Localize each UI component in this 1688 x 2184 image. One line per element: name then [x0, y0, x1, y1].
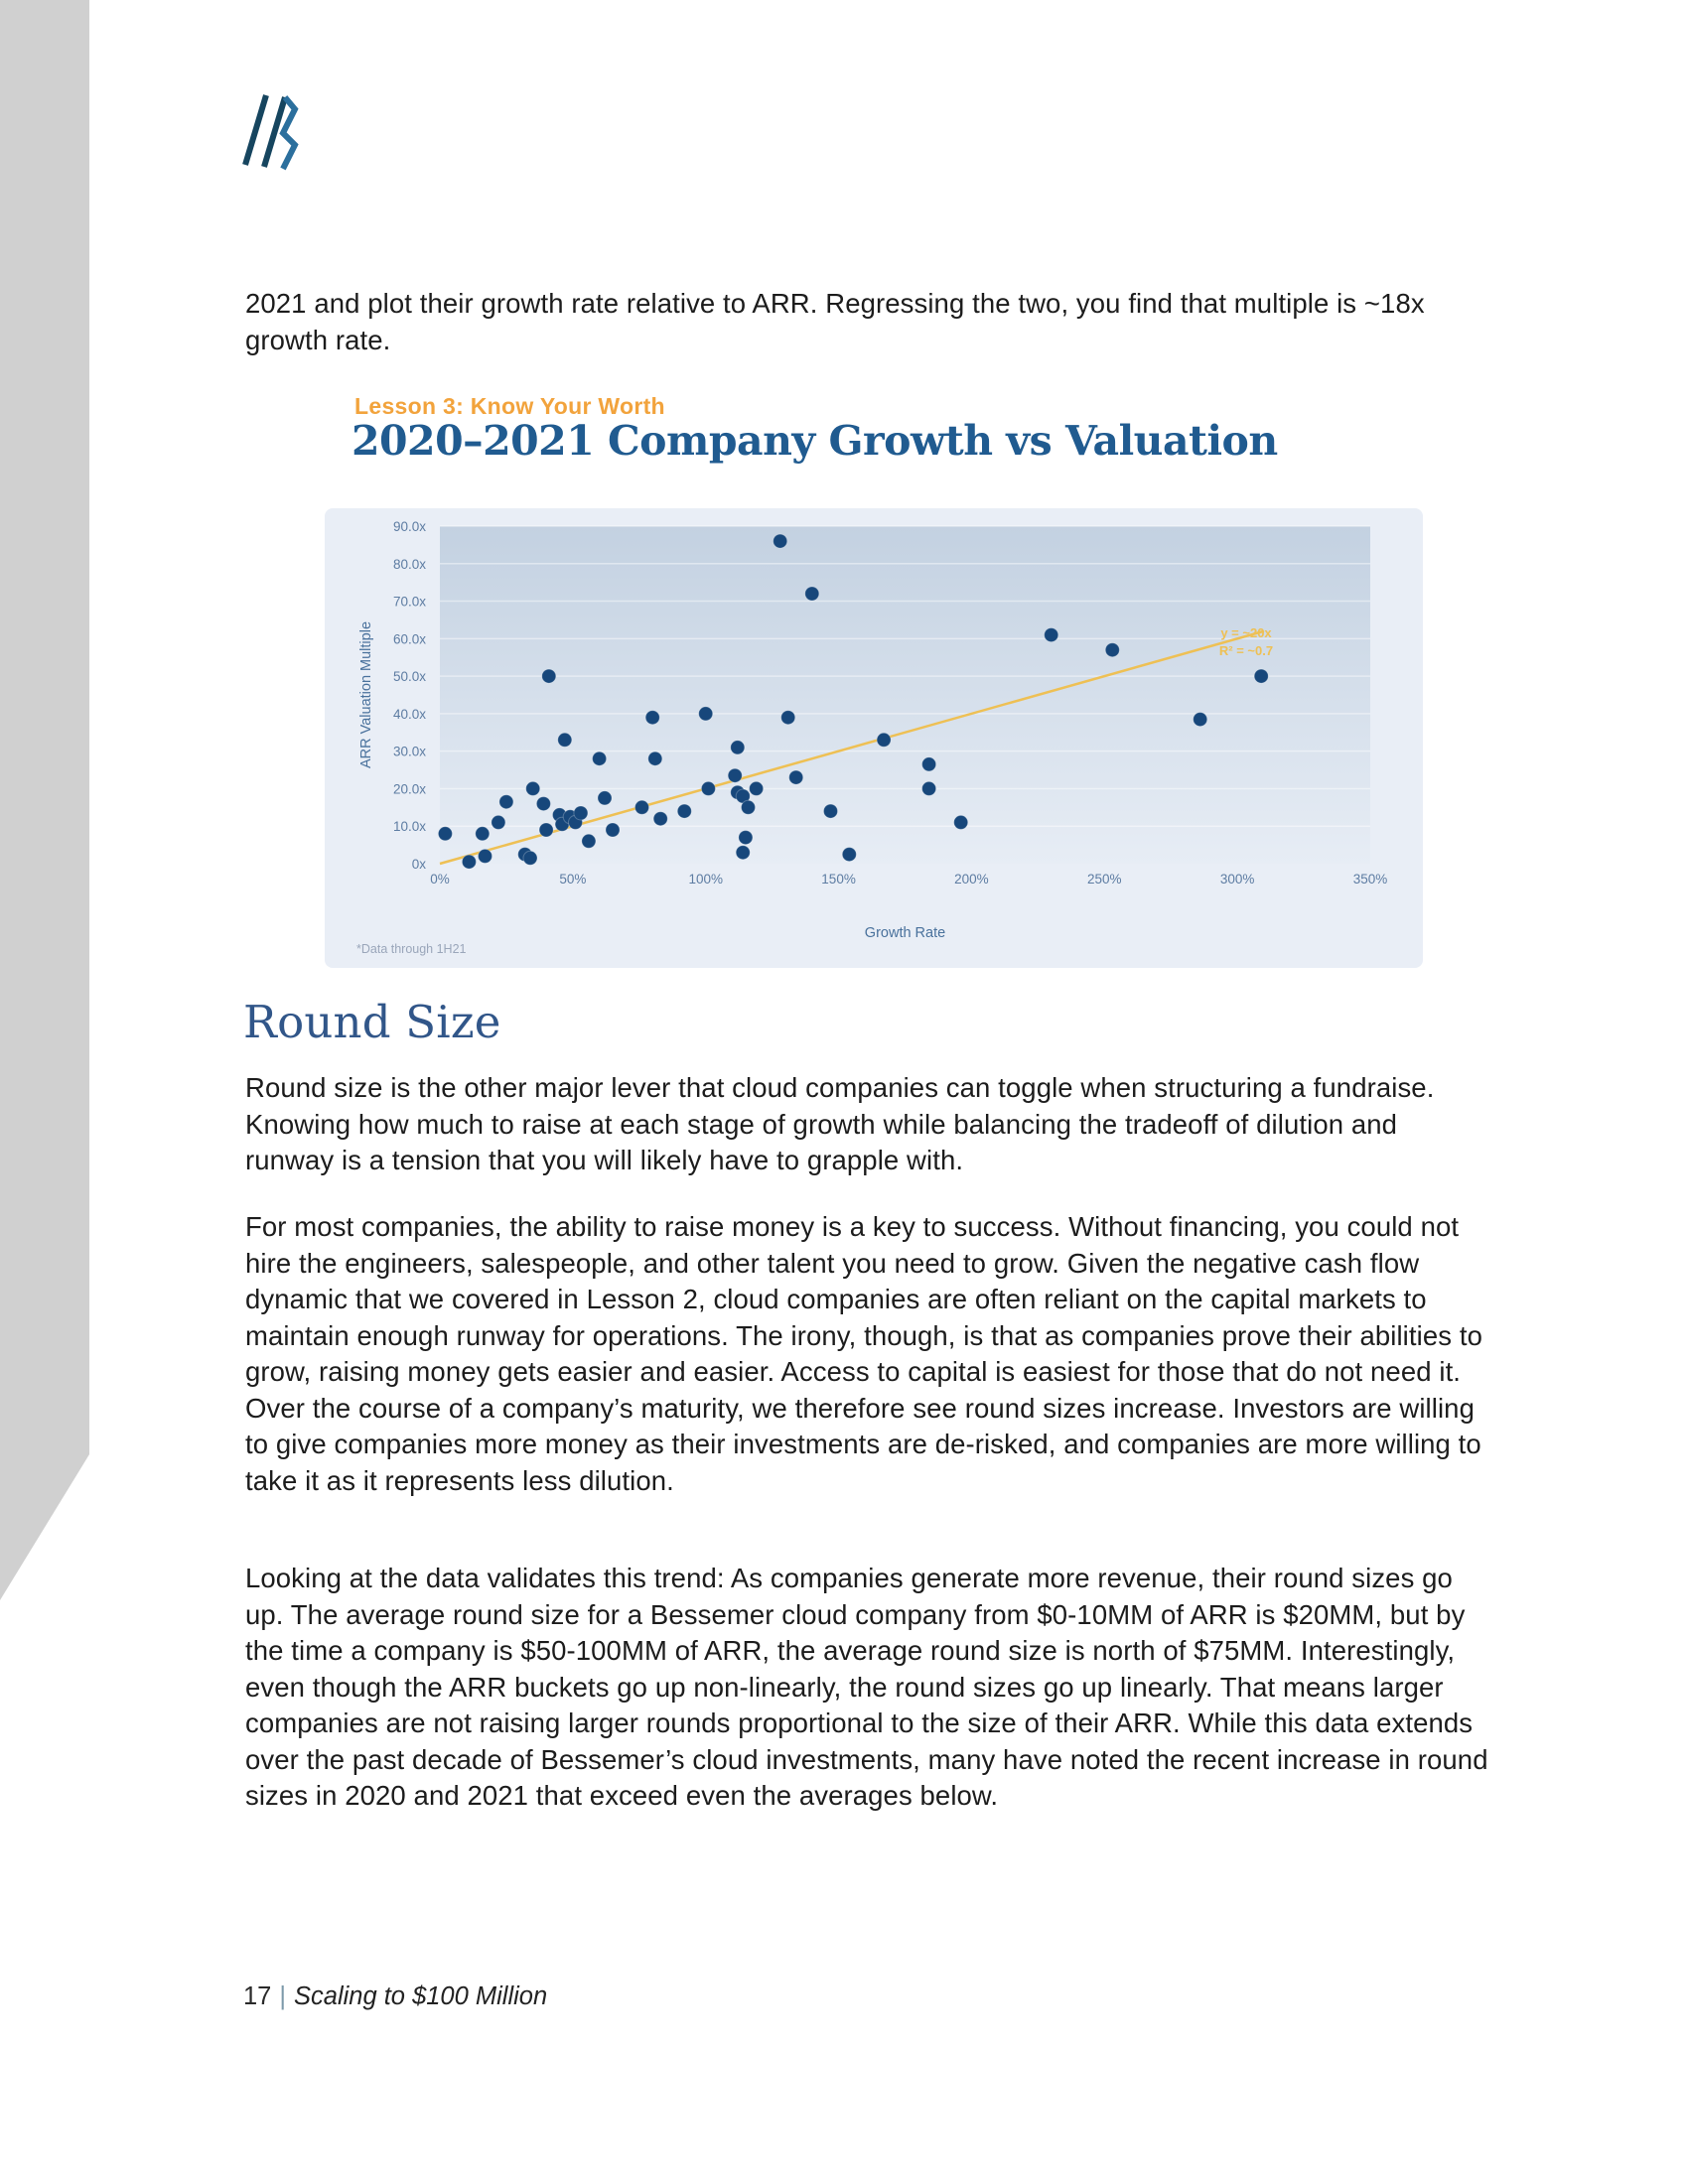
scatter-point [789, 770, 803, 784]
scatter-point [677, 804, 691, 818]
scatter-point [781, 711, 795, 725]
scatter-point [1194, 713, 1207, 727]
scatter-point [1254, 669, 1268, 683]
x-tick-label: 50% [559, 872, 587, 887]
scatter-point [645, 711, 659, 725]
chart-kicker: Lesson 3: Know Your Worth [354, 393, 665, 419]
y-tick-label: 80.0x [392, 556, 426, 572]
scatter-point [877, 733, 891, 747]
scatter-point [582, 834, 596, 848]
trend-annotation: y = ~20x [1220, 625, 1272, 640]
scatter-point [526, 781, 540, 795]
x-tick-label: 0% [430, 872, 450, 887]
scatter-point [523, 851, 537, 865]
scatter-point [774, 534, 787, 548]
footer-separator: | [279, 1982, 286, 2010]
scatter-point [574, 806, 588, 820]
scatter-point [922, 781, 936, 795]
y-tick-label: 60.0x [392, 631, 426, 647]
section-heading-round-size: Round Size [243, 996, 501, 1048]
chart-panel [325, 508, 1423, 968]
scatter-point [824, 804, 838, 818]
scatter-point [492, 815, 505, 829]
scatter-point [558, 733, 572, 747]
scatter-point [922, 757, 936, 771]
trend-annotation: R² = ~0.7 [1218, 643, 1274, 658]
x-tick-label: 150% [821, 872, 856, 887]
scatter-point [476, 827, 490, 841]
scatter-point [539, 823, 553, 837]
y-tick-label: 90.0x [392, 519, 426, 534]
scatter-point [438, 827, 452, 841]
scatter-point [701, 781, 715, 795]
y-tick-label: 10.0x [392, 819, 426, 835]
scatter-point [728, 768, 742, 782]
scatter-point [536, 797, 550, 811]
intro-paragraph: 2021 and plot their growth rate relative to ARR. Regressing the two, you find that multiple is ~18x growth rate. [245, 288, 1425, 355]
scatter-point [736, 846, 750, 860]
scatter-point [739, 831, 753, 845]
footer-doc-title: Scaling to $100 Million [294, 1982, 548, 2010]
scatter-point [699, 707, 713, 721]
y-axis-title: ARR Valuation Multiple [358, 620, 374, 769]
x-tick-label: 200% [954, 872, 989, 887]
page-footer [243, 1982, 547, 2011]
round-size-paragraph-1: Round size is the other major lever that cloud companies can toggle when structuring a fundraise. Knowing how much to raise at each stage of growth while balancing the tradeoff of dilution and runway is a tension that you will likely have to grapple with. [245, 1072, 1435, 1175]
scatter-point [462, 855, 476, 869]
scatter-point [606, 823, 620, 837]
scatter-point [731, 741, 745, 754]
round-size-paragraph-3: Looking at the data validates this trend: As companies generate more revenue, their round sizes go up. The average round size for a Bessemer cloud company from $0-10MM of ARR is $20MM, but by the time a company is $50-100MM of ARR, the average round size is north of $75MM. Interestingly, even though the ARR buckets go up non-linearly, the round sizes go up linearly. That means larger companies are not raising larger rounds proportional to the size of their ARR. While this data extends over the past decade of Bessemer’s cloud investments, many have noted the recent increase in round sizes in 2020 and 2021 that exceed even the averages below. [245, 1563, 1488, 1811]
left-accent-bar [0, 0, 89, 1600]
scatter-point [954, 815, 968, 829]
scatter-point [593, 751, 607, 765]
scatter-point [653, 812, 667, 826]
scatter-point [499, 795, 513, 809]
x-tick-label: 300% [1219, 872, 1255, 887]
y-tick-label: 30.0x [392, 744, 426, 759]
x-axis-title: Growth Rate [864, 925, 946, 941]
scatter-point [1105, 643, 1119, 657]
y-tick-label: 20.0x [392, 781, 426, 797]
y-tick-label: 40.0x [392, 706, 426, 722]
scatter-point [750, 781, 764, 795]
chart-footnote: *Data through 1H21 [356, 942, 467, 956]
x-tick-label: 100% [688, 872, 723, 887]
round-size-paragraph-2: For most companies, the ability to raise money is a key to success. Without financing, you could not hire the engineers, salespeople, and other talent you need to grow. Given the negative cash flow dynamic that we covered in Lesson 2, cloud companies are often reliant on the capital markets to maintain enough runway for operations. The irony, though, is that as companies prove their abilities to grow, raising money gets easier and easier. Access to capital is easiest for those that do not need it. Over the course of a company’s maturity, we therefore see round sizes increase. Investors are willing to give companies more money as their investments are de-risked, and companies are more willing to take it as it represents less dilution. [245, 1211, 1482, 1496]
x-tick-label: 250% [1087, 872, 1122, 887]
scatter-point [479, 849, 492, 863]
y-tick-label: 70.0x [392, 594, 426, 610]
scatter-point [648, 751, 662, 765]
chart-title: 2020–2021 Company Growth vs Valuation [352, 417, 1278, 465]
y-tick-label: 0x [411, 857, 426, 872]
company-logo-icon [238, 89, 308, 194]
scatter-point [742, 800, 756, 814]
scatter-point [1045, 628, 1058, 642]
scatter-point [598, 791, 612, 805]
scatter-point [542, 669, 556, 683]
scatter-point [842, 848, 856, 862]
x-tick-label: 350% [1352, 872, 1388, 887]
scatter-point [635, 800, 649, 814]
footer-page-number: 17 [243, 1982, 272, 2010]
y-tick-label: 50.0x [392, 669, 426, 685]
scatter-point [805, 587, 819, 601]
chart-canvas [325, 508, 1423, 968]
